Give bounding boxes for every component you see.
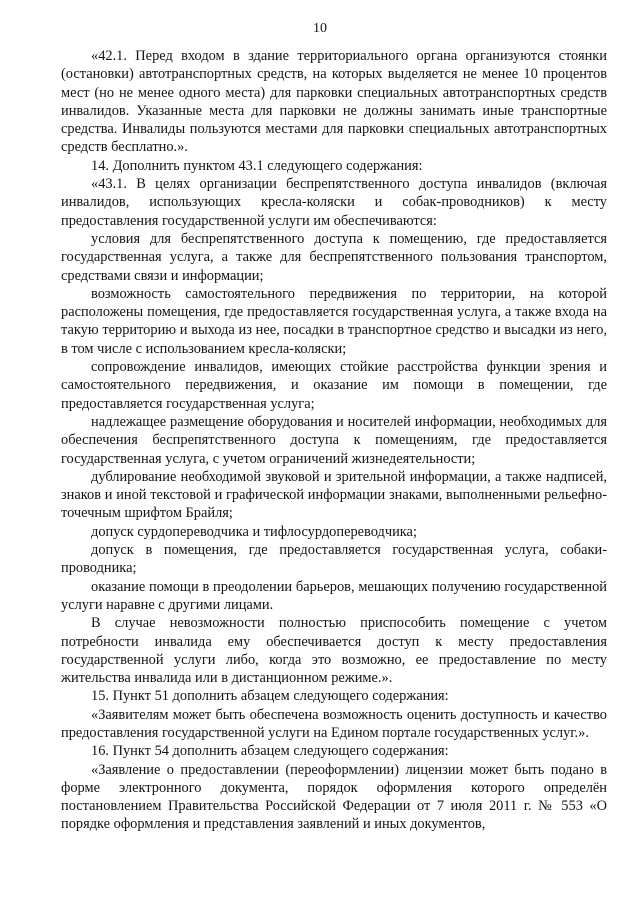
paragraph-braille: дублирование необходимой звуковой и зрительной информации, а также надписей, знаков и иной текстовой и графической информации знаками, выполненными рельефно-точечным шрифтом Брайля; xyxy=(61,468,607,522)
paragraph-electronic-application: «Заявление о предоставлении (переоформлении) лицензии может быть подано в форме электронного документа, порядок оформления которого определён постановлением Правительства Российской Федерации от 7 июля 2011 г. № 553 «О порядке оформления и представления заявлений и иных документов, xyxy=(61,761,607,833)
paragraph-escort: сопровождение инвалидов, имеющих стойкие расстройства функции зрения и самостоятельного передвижения, и оказание им помощи в помещении, где предоставляется государственная услуга; xyxy=(61,359,607,412)
paragraph-impossibility: В случае невозможности полностью приспособить помещение с учетом потребности инвалида ему обеспечивается доступ к месту предоставления государственной услуги либо, когда это возможно, ее предоставление по месту жительства инвалида или в дистанционном режиме.». xyxy=(61,615,607,687)
paragraph-item-15: 15. Пункт 51 дополнить абзацем следующего содержания: xyxy=(91,688,449,705)
paragraph-interpreter: допуск сурдопереводчика и тифлосурдопереводчика; xyxy=(91,523,417,540)
paragraph-42-1: «42.1. Перед входом в здание территориального органа организуются стоянки (остановки) автотранспортных средств, на которых выделяется не менее 10 процентов мест (но не менее одного места) для парковки специальных автотранспортных средств инвалидов. Указанные места для парковки не должны занимать иные транспортные средства. Инвалиды пользуются местами для парковки специальных автотранспортных средств бесплатно.». xyxy=(61,48,607,156)
paragraph-item-14: 14. Дополнить пунктом 43.1 следующего содержания: xyxy=(91,157,423,174)
paragraph-movement: возможность самостоятельного передвижения по территории, на которой расположены помещения, где предоставляется государственная услуга, а также входа на такую территорию и выхода из нее, посадки в транспортное средство и высадки из него, в том числе с использованием кресла-коляски; xyxy=(61,285,607,357)
paragraph-item-16: 16. Пункт 54 дополнить абзацем следующего содержания: xyxy=(91,743,449,760)
paragraph-guide-dog: допуск в помещения, где предоставляется государственная услуга, собаки-проводника; xyxy=(61,542,607,577)
paragraph-barriers: оказание помощи в преодолении барьеров, мешающих получению государственной услуги наравне с другими лицами. xyxy=(61,578,607,613)
document-body xyxy=(61,47,607,834)
page-number: 10 xyxy=(313,21,327,36)
paragraph-43-1: «43.1. В целях организации беспрепятственного доступа инвалидов (включая инвалидов, использующих кресла-коляски и собак-проводников) к месту предоставления государственной услуги им обеспечиваются: xyxy=(61,176,607,229)
paragraph-equipment: надлежащее размещение оборудования и носителей информации, необходимых для обеспечения беспрепятственного доступа к помещениям, где предоставляется государственная услуга, с учетом ограничений жизнедеятельности; xyxy=(61,413,607,467)
paragraph-access-conditions: условия для беспрепятственного доступа к помещению, где предоставляется государственная услуга, а также для беспрепятственного пользования транспортом, средствами связи и информации; xyxy=(61,230,607,284)
paragraph-evaluation: «Заявителям может быть обеспечена возможность оценить доступность и качество предоставления государственной услуги на Едином портале государственных услуг.». xyxy=(61,706,607,741)
